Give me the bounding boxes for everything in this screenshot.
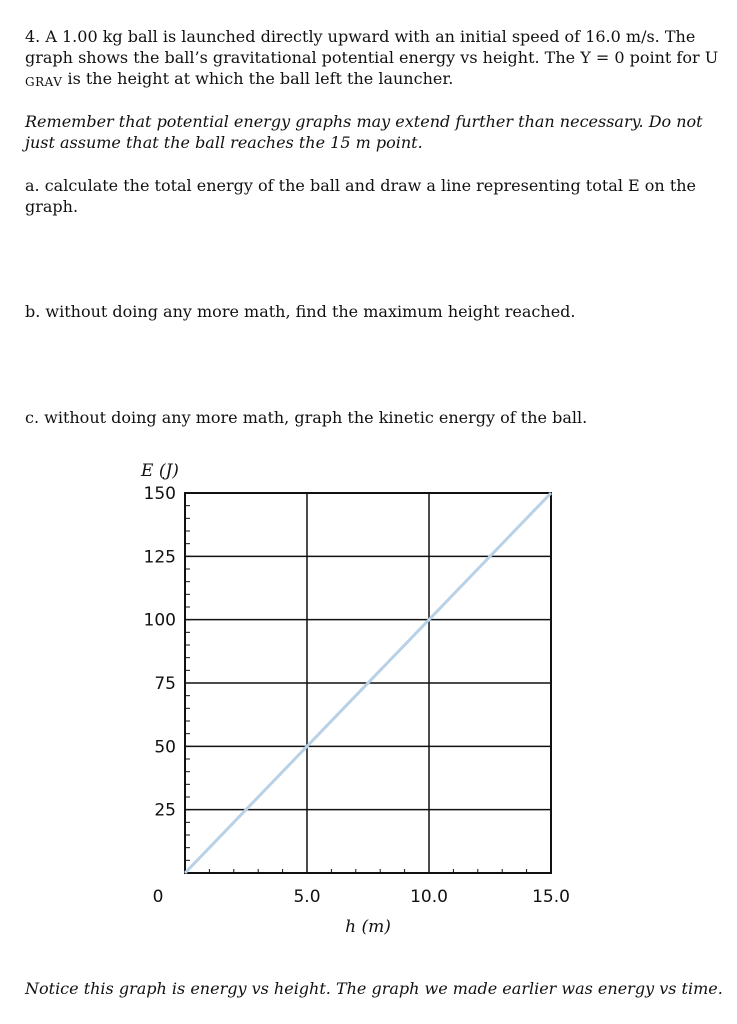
y-tick-label: 50 [154,737,176,758]
notice-note: Notice this graph is energy vs height. The graph we made earlier was energy vs time. [25,979,723,998]
grav-subscript: GRAV [25,75,63,89]
question-intro-text: 4. A 1.00 kg ball is launched directly upward with an initial speed of 16.0 m/s. The graph shows the ball’s gravitational potential energy vs height. The Y = 0 point for U [25,27,719,67]
y-tick-label: 75 [154,674,176,694]
x-axis-label: h (m) [345,917,391,937]
remember-note: Remember that potential energy graphs may extend further than necessary. Do not just assume that the ball reaches the 15 m point. [25,112,703,152]
y-tick-label: 100 [143,610,176,631]
x-tick-label: 10.0 [410,887,448,907]
part-b: b. without doing any more math, find the maximum height reached. [25,302,576,321]
y-tick-label: 150 [143,484,176,504]
x-tick-label: 15.0 [532,887,570,907]
question-intro-text-end: is the height at which the ball left the launcher. [67,69,454,88]
x-tick-label: 0 [152,887,164,907]
x-tick-label: 5.0 [293,887,321,907]
y-tick-label: 125 [143,547,176,568]
part-c: c. without doing any more math, graph the kinetic energy of the ball. [25,408,588,427]
y-tick-label: 25 [154,800,176,821]
part-a: a. calculate the total energy of the ball and draw a line representing total E on the graph. [25,176,697,216]
y-axis-label: E (J) [141,461,179,481]
